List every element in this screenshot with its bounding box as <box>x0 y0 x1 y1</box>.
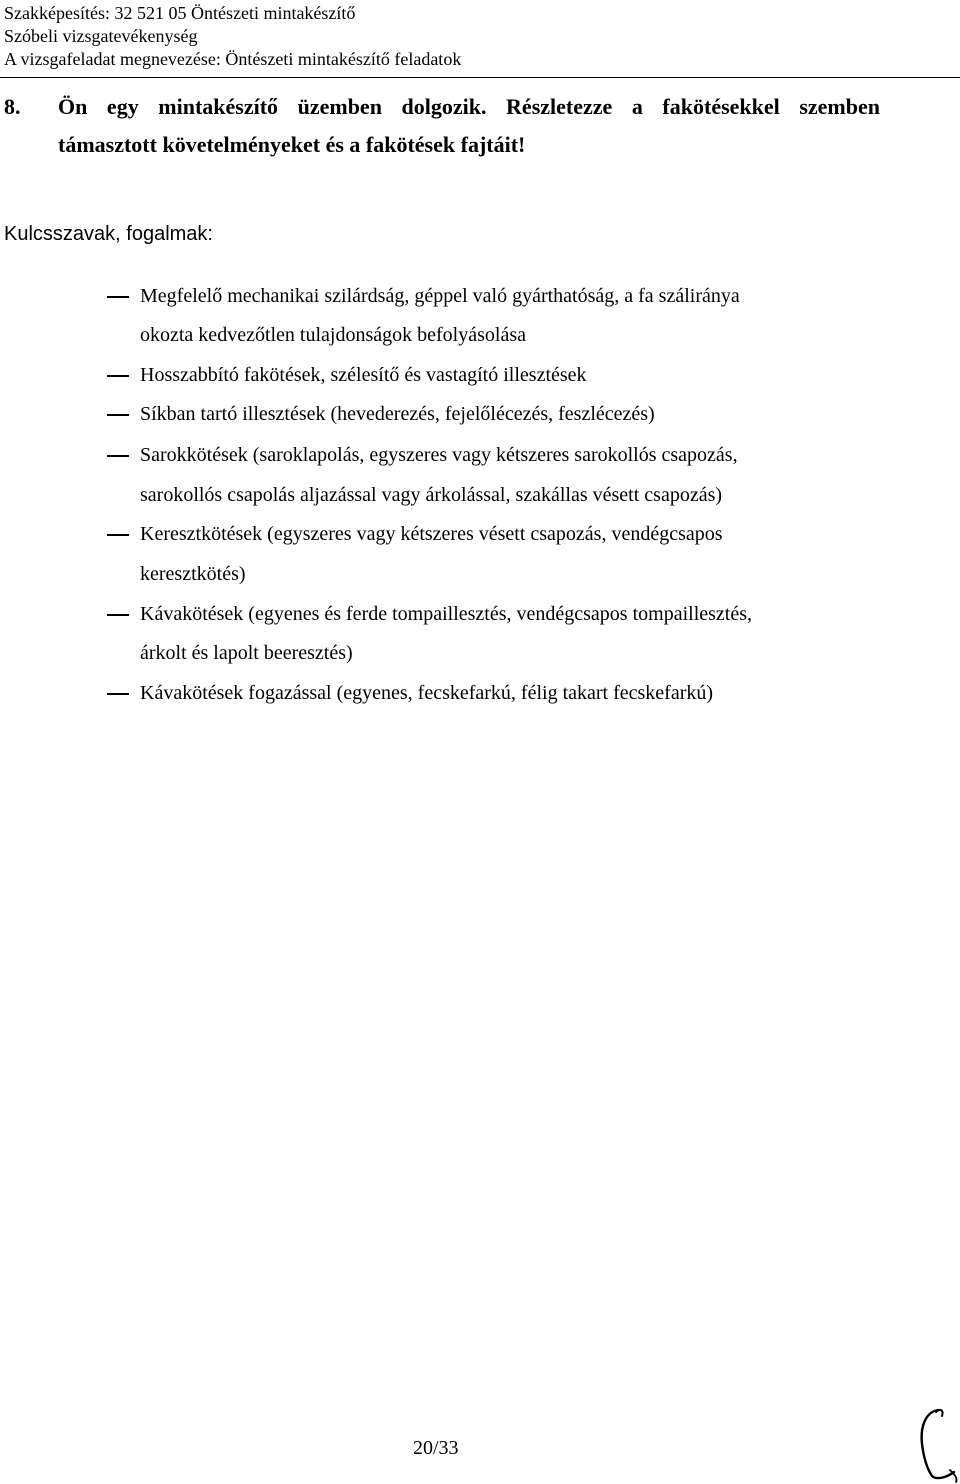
dash-bullet <box>107 693 129 695</box>
header-qualification: Szakképesítés: 32 521 05 Öntészeti mintakészítő <box>4 3 356 23</box>
list-item-text: sarokollós csapolás aljazással vagy árkolással, szakállas vésett csapozás) <box>140 484 723 506</box>
question-number: 8. <box>4 94 21 119</box>
keywords-title: Kulcsszavak, fogalmak: <box>4 223 213 245</box>
header-task-name: A vizsgafeladat megnevezése: Öntészeti mintakészítő feladatok <box>4 49 462 69</box>
list-item-text: árkolt és lapolt beeresztés) <box>140 642 353 664</box>
header-exam-type: Szóbeli vizsgatevékenység <box>4 26 198 46</box>
page-number: 20/33 <box>413 1437 459 1459</box>
list-item-text: Síkban tartó illesztések (hevederezés, fejelőlécezés, feszlécezés) <box>140 403 655 425</box>
list-item-text: Keresztkötések (egyszeres vagy kétszeres vésett csapozás, vendégcsapos <box>140 523 723 545</box>
question-line-1: Ön egy mintakészítő üzemben dolgozik. Részletezze a fakötésekkel szemben <box>58 94 880 119</box>
dash-bullet <box>107 296 129 298</box>
question-line-2: támasztott követelményeket és a fakötések fajtáit! <box>58 132 526 157</box>
dash-bullet <box>107 455 129 457</box>
list-item-text: Sarokkötések (saroklapolás, egyszeres vagy kétszeres sarokollós csapozás, <box>140 444 738 466</box>
dash-bullet <box>107 534 129 536</box>
list-item-text: Megfelelő mechanikai szilárdság, géppel való gyárthatóság, a fa szálirányа <box>140 285 740 307</box>
list-item-text: keresztkötés) <box>140 563 246 585</box>
header-divider <box>0 77 960 78</box>
dash-bullet <box>107 414 129 416</box>
list-item-text: Kávakötések (egyenes és ferde tompaillesztés, vendégcsapos tompaillesztés, <box>140 603 753 625</box>
signature-mark <box>912 1404 960 1484</box>
list-item-text: okozta kedvezőtlen tulajdonságok befolyásolása <box>140 324 526 346</box>
list-item-text: Hosszabbító fakötések, szélesítő és vastagító illesztések <box>140 364 587 386</box>
dash-bullet <box>107 614 129 616</box>
document-header <box>4 2 461 71</box>
list-item-text: Kávakötések fogazással (egyenes, fecskefarkú, félig takart fecskefarkú) <box>140 682 714 704</box>
dash-bullet <box>107 375 129 377</box>
